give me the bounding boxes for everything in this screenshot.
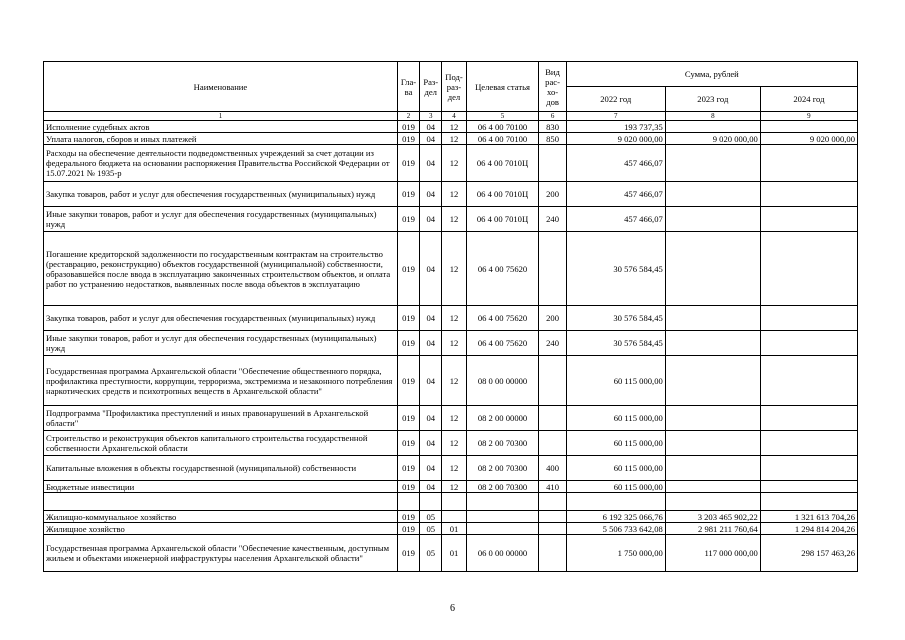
row-razdel: 04 — [420, 133, 442, 145]
table-row — [44, 481, 858, 493]
header-sum: Сумма, рублей — [566, 62, 857, 87]
row-target — [466, 493, 539, 511]
row-sum-2022: 60 115 000,00 — [566, 456, 665, 481]
row-podrazdel: 01 — [442, 535, 466, 572]
row-name: Расходы на обеспечение деятельности подведомственных учреждений за счет дотации из федерального бюджета на основании распоряжения Правительства Российской Федерации от 15.07.2021 № 1935-р — [44, 145, 398, 182]
row-name: Жилищное хозяйство — [44, 523, 398, 535]
row-vid: 240 — [539, 331, 566, 356]
row-vid — [539, 493, 566, 511]
row-sum-2023 — [665, 431, 760, 456]
row-razdel: 04 — [420, 481, 442, 493]
row-glava: 019 — [397, 232, 419, 306]
row-target: 06 4 00 70100 — [466, 121, 539, 133]
row-razdel: 05 — [420, 511, 442, 523]
row-name: Закупка товаров, работ и услуг для обеспечения государственных (муниципальных) нужд — [44, 306, 398, 331]
header-year-2024: 2024 год — [760, 87, 857, 112]
table-row — [44, 331, 858, 356]
row-name: Государственная программа Архангельской области "Обеспечение качественным, доступным жильем и объектами инженерной инфраструктуры населения Архангельской области" — [44, 535, 398, 572]
row-name: Строительство и реконструкция объектов капитального строительства государственной собственности Архангельской области — [44, 431, 398, 456]
column-number: 2 — [397, 112, 419, 121]
row-name: Исполнение судебных актов — [44, 121, 398, 133]
row-razdel: 04 — [420, 145, 442, 182]
table-row — [44, 145, 858, 182]
column-number: 3 — [420, 112, 442, 121]
row-glava: 019 — [397, 523, 419, 535]
row-sum-2024: 298 157 463,26 — [760, 535, 857, 572]
row-glava: 019 — [397, 481, 419, 493]
row-vid: 850 — [539, 133, 566, 145]
row-sum-2024 — [760, 331, 857, 356]
row-razdel: 04 — [420, 121, 442, 133]
header-name: Наименование — [44, 62, 398, 112]
row-vid — [539, 535, 566, 572]
row-name: Подпрограмма "Профилактика преступлений и иных правонарушений в Архангельской области" — [44, 406, 398, 431]
table-row — [44, 133, 858, 145]
row-sum-2022: 5 506 733 642,08 — [566, 523, 665, 535]
row-sum-2022: 1 750 000,00 — [566, 535, 665, 572]
row-sum-2023 — [665, 493, 760, 511]
row-sum-2024 — [760, 481, 857, 493]
row-name: Капитальные вложения в объекты государственной (муниципальной) собственности — [44, 456, 398, 481]
row-sum-2022: 6 192 325 066,76 — [566, 511, 665, 523]
table-row — [44, 456, 858, 481]
row-podrazdel: 12 — [442, 182, 466, 207]
row-sum-2023 — [665, 207, 760, 232]
row-glava: 019 — [397, 535, 419, 572]
row-sum-2022: 60 115 000,00 — [566, 431, 665, 456]
row-vid: 200 — [539, 306, 566, 331]
row-glava — [397, 493, 419, 511]
row-target: 08 2 00 70300 — [466, 456, 539, 481]
row-podrazdel: 12 — [442, 331, 466, 356]
row-target: 06 4 00 7010Ц — [466, 145, 539, 182]
row-target: 08 2 00 70300 — [466, 481, 539, 493]
row-razdel: 05 — [420, 535, 442, 572]
row-sum-2023: 117 000 000,00 — [665, 535, 760, 572]
row-vid — [539, 511, 566, 523]
row-sum-2023 — [665, 232, 760, 306]
row-sum-2022: 30 576 584,45 — [566, 306, 665, 331]
column-number: 5 — [466, 112, 539, 121]
row-target: 08 2 00 70300 — [466, 431, 539, 456]
row-sum-2022: 30 576 584,45 — [566, 331, 665, 356]
column-number: 6 — [539, 112, 566, 121]
row-vid: 830 — [539, 121, 566, 133]
row-razdel: 04 — [420, 232, 442, 306]
row-target: 06 4 00 75620 — [466, 306, 539, 331]
row-razdel: 04 — [420, 306, 442, 331]
row-target: 06 4 00 7010Ц — [466, 182, 539, 207]
row-podrazdel: 12 — [442, 207, 466, 232]
row-razdel: 04 — [420, 356, 442, 406]
row-sum-2023 — [665, 406, 760, 431]
table-row — [44, 121, 858, 133]
row-glava: 019 — [397, 207, 419, 232]
row-razdel: 04 — [420, 207, 442, 232]
column-number: 7 — [566, 112, 665, 121]
row-sum-2024 — [760, 456, 857, 481]
row-glava: 019 — [397, 121, 419, 133]
row-sum-2024 — [760, 431, 857, 456]
row-sum-2023 — [665, 456, 760, 481]
row-sum-2022: 9 020 000,00 — [566, 133, 665, 145]
row-podrazdel: 12 — [442, 456, 466, 481]
row-glava: 019 — [397, 331, 419, 356]
row-razdel: 04 — [420, 331, 442, 356]
row-name: Погашение кредиторской задолженности по государственным контрактам на строительство (реставрацию, реконструкцию) объектов государственной (муниципальной) собственности, образовавшейся после ввода в эксплуатацию законченных строительством объектов, и оплата работ по устранению недостатков, выявленных после ввода объектов в эксплуатацию — [44, 232, 398, 306]
row-razdel: 05 — [420, 523, 442, 535]
header-year-2022: 2022 год — [566, 87, 665, 112]
row-target: 08 2 00 00000 — [466, 406, 539, 431]
row-vid — [539, 145, 566, 182]
page-number: 6 — [450, 603, 455, 614]
row-sum-2023 — [665, 182, 760, 207]
table-row — [44, 523, 858, 535]
row-razdel: 04 — [420, 406, 442, 431]
row-sum-2024 — [760, 145, 857, 182]
row-sum-2022: 193 737,35 — [566, 121, 665, 133]
row-glava: 019 — [397, 456, 419, 481]
row-sum-2022: 457 466,07 — [566, 145, 665, 182]
row-sum-2022: 60 115 000,00 — [566, 406, 665, 431]
row-sum-2022: 30 576 584,45 — [566, 232, 665, 306]
column-number: 9 — [760, 112, 857, 121]
row-razdel — [420, 493, 442, 511]
row-name: Иные закупки товаров, работ и услуг для обеспечения государственных (муниципальных) нужд — [44, 331, 398, 356]
table-row — [44, 511, 858, 523]
row-podrazdel: 12 — [442, 306, 466, 331]
header-podrazdel: Под-раз-дел — [442, 62, 466, 112]
row-glava: 019 — [397, 306, 419, 331]
row-podrazdel: 12 — [442, 406, 466, 431]
row-podrazdel — [442, 511, 466, 523]
table-row — [44, 535, 858, 572]
row-sum-2024 — [760, 232, 857, 306]
row-target: 06 4 00 70100 — [466, 133, 539, 145]
row-razdel: 04 — [420, 182, 442, 207]
row-name: Закупка товаров, работ и услуг для обеспечения государственных (муниципальных) нужд — [44, 182, 398, 207]
row-sum-2023 — [665, 356, 760, 406]
row-podrazdel: 12 — [442, 133, 466, 145]
row-podrazdel: 12 — [442, 356, 466, 406]
row-sum-2024 — [760, 182, 857, 207]
header-glava: Гла-ва — [397, 62, 419, 112]
row-name: Жилищно-коммунальное хозяйство — [44, 511, 398, 523]
row-sum-2024 — [760, 306, 857, 331]
row-sum-2023 — [665, 306, 760, 331]
row-sum-2022 — [566, 493, 665, 511]
row-name — [44, 493, 398, 511]
row-vid — [539, 406, 566, 431]
row-sum-2023 — [665, 145, 760, 182]
row-sum-2023 — [665, 481, 760, 493]
table-row — [44, 182, 858, 207]
row-target: 08 0 00 00000 — [466, 356, 539, 406]
row-glava: 019 — [397, 356, 419, 406]
row-name: Уплата налогов, сборов и иных платежей — [44, 133, 398, 145]
header-year-2023: 2023 год — [665, 87, 760, 112]
header-vid: Вид рас-хо-дов — [539, 62, 566, 112]
row-podrazdel: 12 — [442, 431, 466, 456]
row-name: Иные закупки товаров, работ и услуг для обеспечения государственных (муниципальных) нужд — [44, 207, 398, 232]
row-sum-2022: 457 466,07 — [566, 207, 665, 232]
row-name: Государственная программа Архангельской области "Обеспечение общественного порядка, профилактика преступности, коррупции, терроризма, экстремизма и незаконного потребления наркотических средств и психотропных веществ в Архангельской области" — [44, 356, 398, 406]
row-glava: 019 — [397, 431, 419, 456]
row-sum-2024 — [760, 207, 857, 232]
column-number: 1 — [44, 112, 398, 121]
row-sum-2023 — [665, 331, 760, 356]
row-sum-2022: 60 115 000,00 — [566, 356, 665, 406]
row-sum-2024 — [760, 406, 857, 431]
row-name: Бюджетные инвестиции — [44, 481, 398, 493]
table-row — [44, 356, 858, 406]
row-sum-2024: 1 294 814 204,26 — [760, 523, 857, 535]
row-sum-2023: 3 203 465 902,22 — [665, 511, 760, 523]
row-razdel: 04 — [420, 431, 442, 456]
table-row — [44, 207, 858, 232]
table-row — [44, 431, 858, 456]
row-glava: 019 — [397, 145, 419, 182]
row-sum-2023: 9 020 000,00 — [665, 133, 760, 145]
row-podrazdel: 12 — [442, 232, 466, 306]
row-sum-2022: 457 466,07 — [566, 182, 665, 207]
row-podrazdel: 12 — [442, 481, 466, 493]
row-vid — [539, 431, 566, 456]
row-vid: 400 — [539, 456, 566, 481]
row-target: 06 4 00 75620 — [466, 331, 539, 356]
row-sum-2024: 9 020 000,00 — [760, 133, 857, 145]
budget-table — [43, 61, 858, 572]
row-vid — [539, 356, 566, 406]
row-sum-2022: 60 115 000,00 — [566, 481, 665, 493]
header-target: Целевая статья — [466, 62, 539, 112]
row-target: 06 4 00 7010Ц — [466, 207, 539, 232]
row-vid: 410 — [539, 481, 566, 493]
row-target — [466, 511, 539, 523]
table-row — [44, 406, 858, 431]
row-sum-2024 — [760, 493, 857, 511]
row-podrazdel: 01 — [442, 523, 466, 535]
row-vid — [539, 523, 566, 535]
row-glava: 019 — [397, 133, 419, 145]
column-number: 8 — [665, 112, 760, 121]
table-row — [44, 306, 858, 331]
row-sum-2024 — [760, 356, 857, 406]
row-razdel: 04 — [420, 456, 442, 481]
column-numbers-row — [44, 112, 858, 121]
row-glava: 019 — [397, 182, 419, 207]
row-podrazdel: 12 — [442, 145, 466, 182]
row-vid: 240 — [539, 207, 566, 232]
row-target: 06 0 00 00000 — [466, 535, 539, 572]
row-sum-2024 — [760, 121, 857, 133]
row-sum-2023: 2 981 211 760,64 — [665, 523, 760, 535]
row-glava: 019 — [397, 406, 419, 431]
row-sum-2024: 1 321 613 704,26 — [760, 511, 857, 523]
row-vid — [539, 232, 566, 306]
table-row — [44, 232, 858, 306]
column-number: 4 — [442, 112, 466, 121]
table-row — [44, 493, 858, 511]
row-target — [466, 523, 539, 535]
row-podrazdel: 12 — [442, 121, 466, 133]
row-glava: 019 — [397, 511, 419, 523]
header-razdel: Раз-дел — [420, 62, 442, 112]
row-vid: 200 — [539, 182, 566, 207]
row-sum-2023 — [665, 121, 760, 133]
row-target: 06 4 00 75620 — [466, 232, 539, 306]
row-podrazdel — [442, 493, 466, 511]
